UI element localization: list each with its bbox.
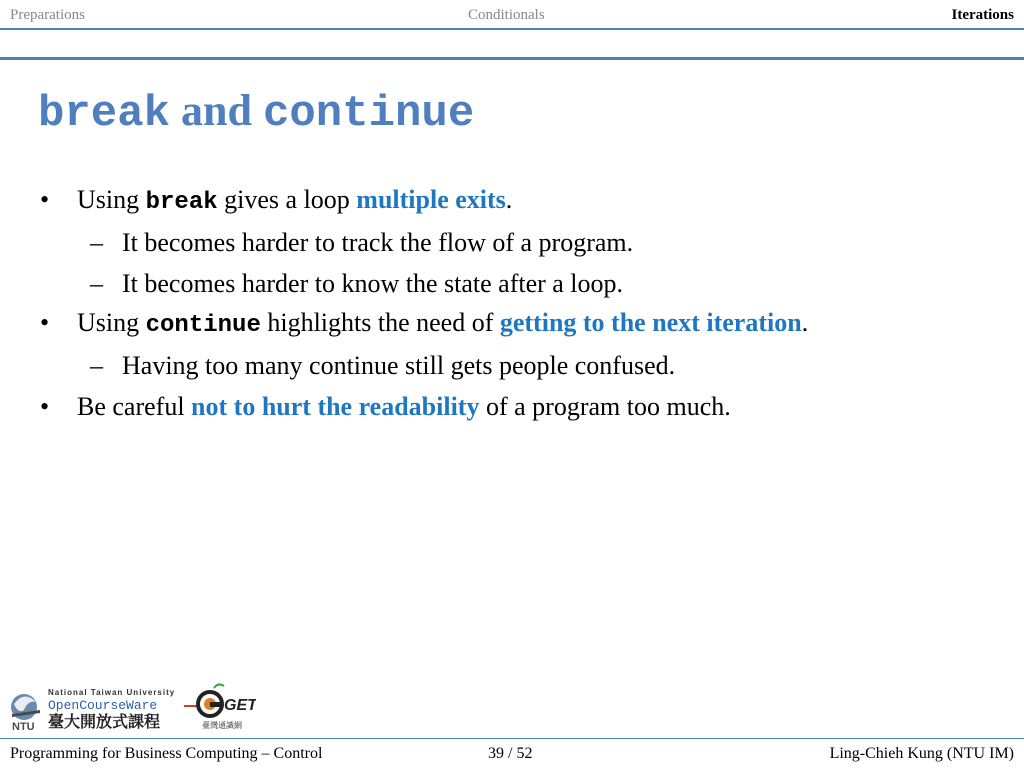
title-divider xyxy=(0,57,1024,60)
bullet-item-2 xyxy=(77,307,808,342)
bullet-marker: • xyxy=(40,392,50,421)
sub-bullet-item: It becomes harder to track the flow of a program. xyxy=(122,228,634,257)
get-logo-icon xyxy=(184,684,224,716)
nav-item-conditionals[interactable]: Conditionals xyxy=(468,7,545,23)
bullet-marker: • xyxy=(40,185,50,214)
sub-bullet-item: Having too many continue still gets people confused. xyxy=(122,351,676,380)
ocw-logo-icon xyxy=(6,680,256,736)
footer-divider xyxy=(0,738,1024,739)
nav-item-iterations[interactable]: Iterations xyxy=(951,7,1014,23)
highlight-text: getting to the next iteration xyxy=(499,308,802,337)
nav-divider xyxy=(0,28,1024,30)
bullet-text: . xyxy=(801,308,809,337)
title-code-continue: continue xyxy=(262,89,475,139)
inline-code: continue xyxy=(145,312,261,339)
bullet-text: . xyxy=(505,185,513,214)
bullet-item-1 xyxy=(77,184,512,219)
bullet-text: Be careful xyxy=(77,392,192,421)
get-text: GET xyxy=(224,697,256,714)
ocw-text: OpenCourseWare xyxy=(48,698,158,713)
bullet-text: Using xyxy=(77,308,146,337)
bullet-text: gives a loop xyxy=(217,185,357,214)
title-code-break: break xyxy=(38,89,171,139)
section-navigation xyxy=(0,0,1024,30)
ocw-chinese-text: 臺大開放式課程 xyxy=(48,712,161,731)
bullet-text: highlights the need of xyxy=(260,308,500,337)
sub-bullet-marker: – xyxy=(90,269,103,298)
footer-course-title: Programming for Business Computing – Control xyxy=(10,745,323,762)
logo-area xyxy=(6,680,256,736)
sub-bullet-marker: – xyxy=(90,228,103,257)
ntu-abbrev-text: NTU xyxy=(12,721,35,733)
title-text-and: and xyxy=(181,86,252,135)
highlight-text: multiple exits xyxy=(356,185,506,214)
bullet-item-3 xyxy=(77,391,731,423)
nav-item-preparations[interactable]: Preparations xyxy=(10,7,85,23)
footer-page-number: 39 / 52 xyxy=(488,745,533,762)
get-sub-text: 臺灣通識網 xyxy=(202,721,242,730)
bullet-text: Using xyxy=(77,185,146,214)
ntu-name-text: National Taiwan University xyxy=(48,688,176,697)
inline-code: break xyxy=(145,189,218,216)
sub-bullet-item: It becomes harder to know the state after a loop. xyxy=(122,269,624,298)
slide-title xyxy=(38,84,474,141)
highlight-text: not to hurt the readability xyxy=(191,392,480,421)
footer-author: Ling-Chieh Kung (NTU IM) xyxy=(829,745,1014,762)
ntu-emblem-icon xyxy=(11,694,40,720)
bullet-marker: • xyxy=(40,308,50,337)
bullet-text: of a program too much. xyxy=(479,392,731,421)
sub-bullet-marker: – xyxy=(90,351,103,380)
